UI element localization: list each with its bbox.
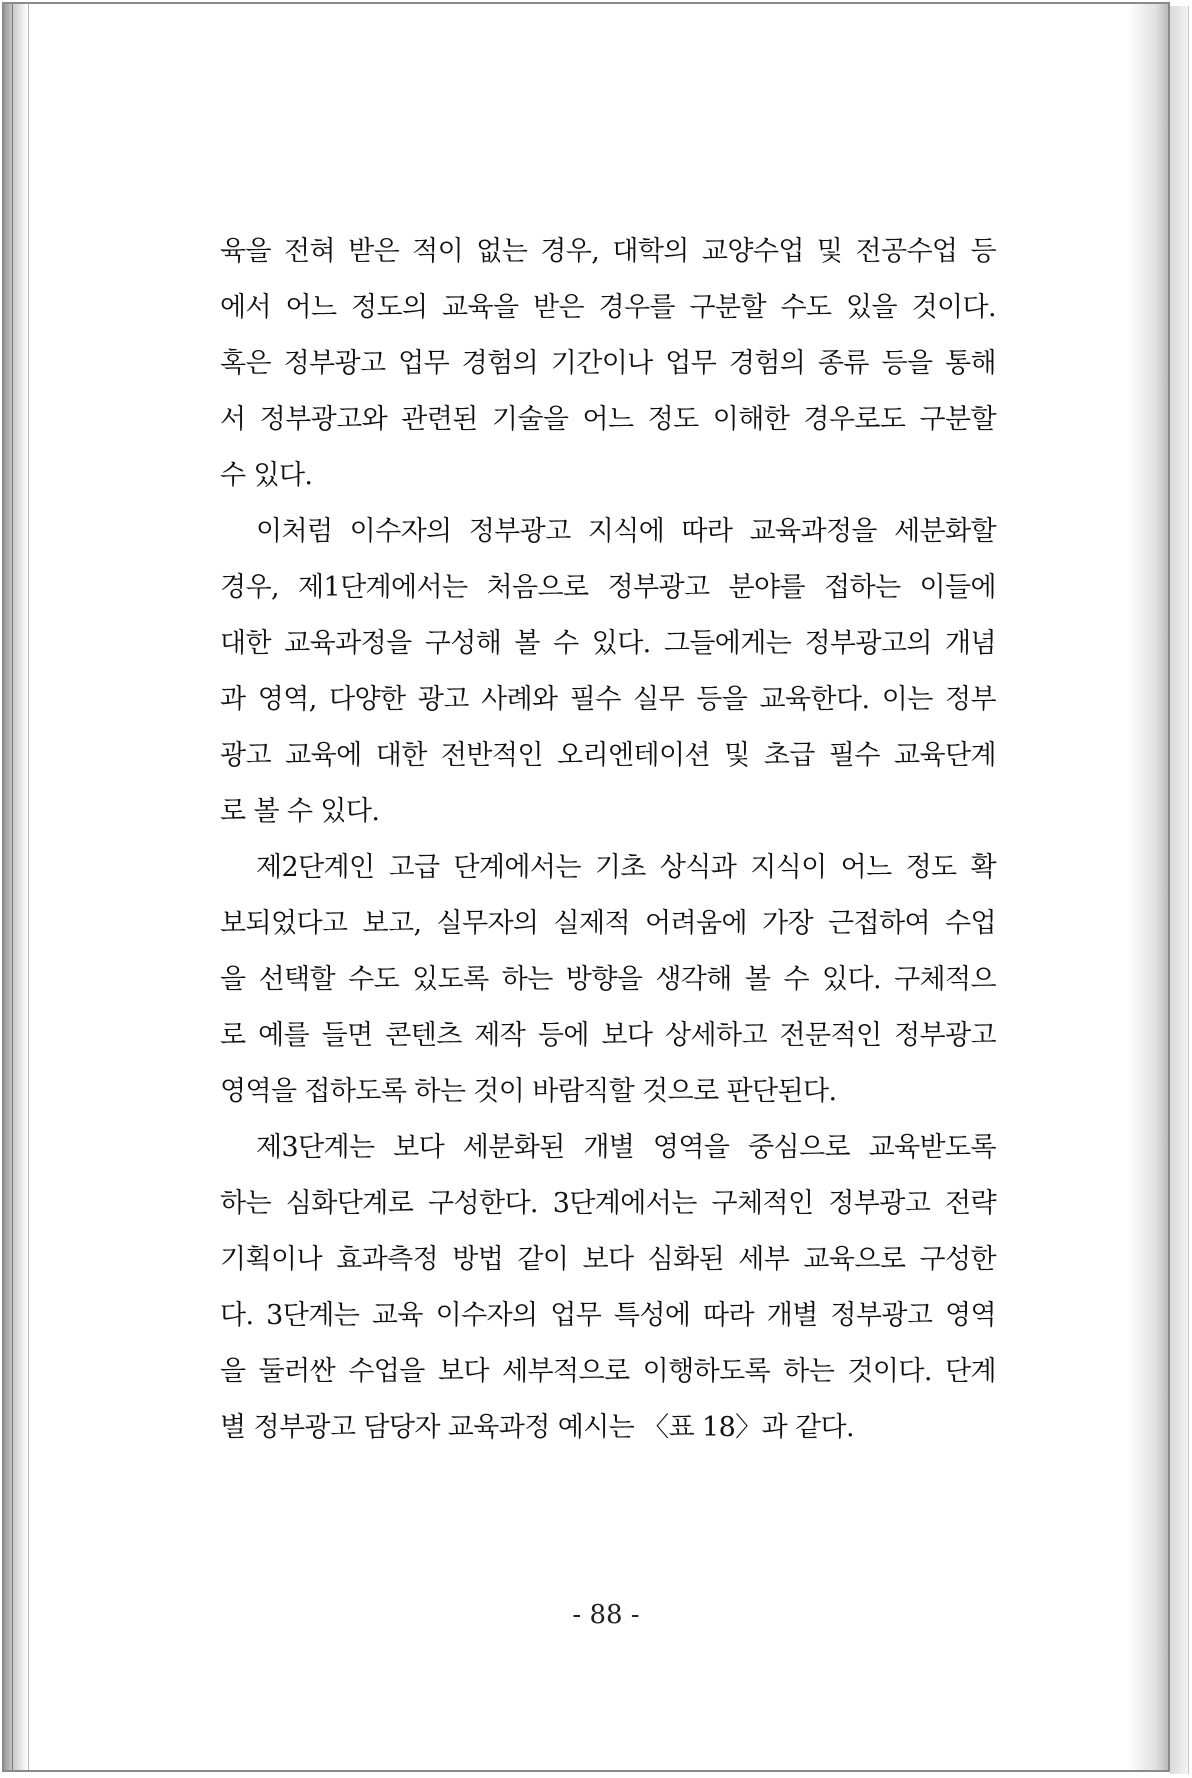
text-line: 에서 어느 정도의 교육을 받은 경우를 구분할 수도 있을 것이다. — [220, 292, 996, 323]
page-edge — [1170, 6, 1189, 1774]
text-line: 제2단계인 고급 단계에서는 기초 상식과 지식이 어느 정도 확 — [256, 852, 996, 883]
text-line: 하는 심화단계로 구성한다. 3단계에서는 구체적인 정부광고 전략 — [220, 1188, 996, 1219]
text-line: 육을 전혀 받은 적이 없는 경우, 대학의 교양수업 및 전공수업 등 — [220, 236, 996, 267]
text-line: 대한 교육과정을 구성해 볼 수 있다. 그들에게는 정부광고의 개념 — [220, 628, 996, 659]
text-line: 로 볼 수 있다. — [220, 796, 380, 827]
text-line: 영역을 접하도록 하는 것이 바람직할 것으로 판단된다. — [220, 1076, 837, 1107]
text-line: 서 정부광고와 관련된 기술을 어느 정도 이해한 경우로도 구분할 — [220, 404, 996, 435]
text-line: 을 둘러싼 수업을 보다 세부적으로 이행하도록 하는 것이다. 단계 — [220, 1356, 996, 1387]
text-line: 로 예를 들면 콘텐츠 제작 등에 보다 상세하고 전문적인 정부광고 — [220, 1020, 996, 1051]
text-line: 다. 3단계는 교육 이수자의 업무 특성에 따라 개별 정부광고 영역 — [220, 1300, 996, 1331]
page-spine — [4, 4, 29, 1770]
page-number: - 88 - — [572, 1600, 640, 1630]
text-line: 별 정부광고 담당자 교육과정 예시는 〈표 18〉과 같다. — [220, 1412, 854, 1443]
text-line: 혹은 정부광고 업무 경험의 기간이나 업무 경험의 종류 등을 통해 — [220, 348, 996, 379]
page-shadow — [1128, 4, 1168, 1770]
text-line: 이처럼 이수자의 정부광고 지식에 따라 교육과정을 세분화할 — [256, 516, 996, 547]
text-line: 을 선택할 수도 있도록 하는 방향을 생각해 볼 수 있다. 구체적으 — [220, 964, 996, 995]
text-line: 기획이나 효과측정 방법 같이 보다 심화된 세부 교육으로 구성한 — [220, 1244, 996, 1275]
text-line: 과 영역, 다양한 광고 사례와 필수 실무 등을 교육한다. 이는 정부 — [220, 684, 996, 715]
text-line: 수 있다. — [220, 460, 313, 491]
spine-line — [12, 4, 13, 1770]
text-line: 광고 교육에 대한 전반적인 오리엔테이션 및 초급 필수 교육단계 — [220, 740, 996, 771]
text-line: 경우, 제1단계에서는 처음으로 정부광고 분야를 접하는 이들에 — [220, 572, 996, 603]
text-line: 제3단계는 보다 세분화된 개별 영역을 중심으로 교육받도록 — [256, 1132, 996, 1163]
body-text — [220, 224, 996, 1456]
text-line: 보되었다고 보고, 실무자의 실제적 어려움에 가장 근접하여 수업 — [220, 908, 996, 939]
